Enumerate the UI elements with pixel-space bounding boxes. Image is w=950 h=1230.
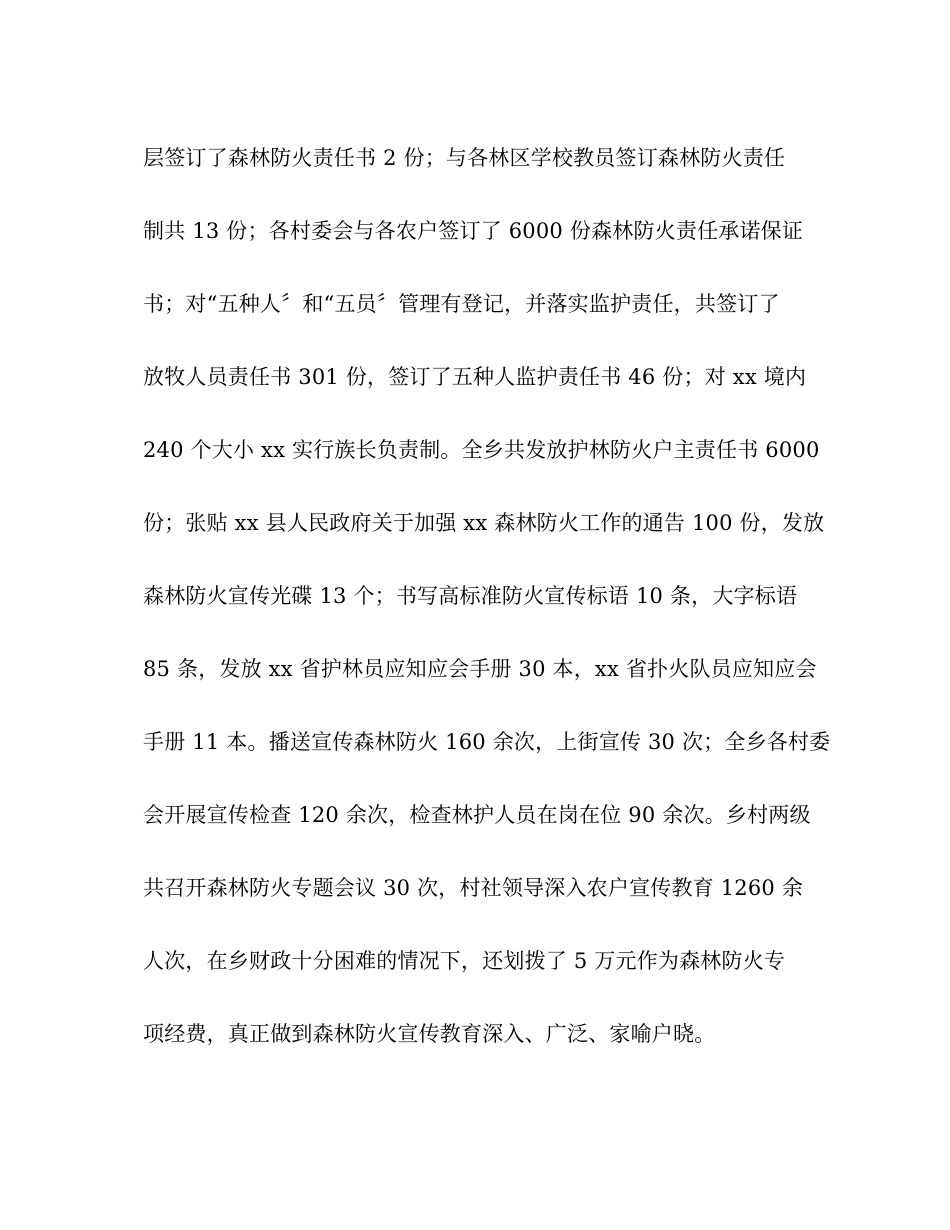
paragraph-line: 85 条，发放 xx 省护林员应知应会手册 30 本，xx 省扑火队员应知应会 [143,657,817,681]
paragraph-line: 项经费，真正做到森林防火宣传教育深入、广泛、家喻户晓。 [143,1022,716,1046]
paragraph-line: 手册 11 本。播送宣传森林防火 160 余次，上街宣传 30 次；全乡各村委 [143,730,831,754]
paragraph-line: 会开展宣传检查 120 余次，检查林护人员在岗在位 90 余次。乡村两级 [143,803,811,827]
paragraph-line: 制共 13 份；各村委会与各农户签订了 6000 份森林防火责任承诺保证 [143,219,804,243]
paragraph-line: 人次，在乡财政十分困难的情况下，还划拨了 5 万元作为森林防火专 [143,949,786,973]
paragraph-line: 共召开森林防火专题会议 30 次，村社领导深入农户宣传教育 1260 余 [143,876,804,900]
paragraph-line: 放牧人员责任书 301 份，签订了五种人监护责任书 46 份；对 xx 境内 [143,365,807,389]
paragraph-line: 森林防火宣传光碟 13 个；书写高标准防火宣传标语 10 条，大字标语 [143,584,798,608]
paragraph-line: 层签订了森林防火责任书 2 份；与各林区学校教员签订森林防火责任 [143,146,786,170]
paragraph-line: 240 个大小 xx 实行族长负责制。全乡共发放护林防火户主责任书 6000 [143,438,820,462]
body-paragraph [143,133,831,1082]
paragraph-line: 书；对“五种人〞和“五员〞管理有登记，并落实监护责任，共签订了 [143,292,780,316]
paragraph-line: 份；张贴 xx 县人民政府关于加强 xx 森林防火工作的通告 100 份，发放 [143,511,825,535]
